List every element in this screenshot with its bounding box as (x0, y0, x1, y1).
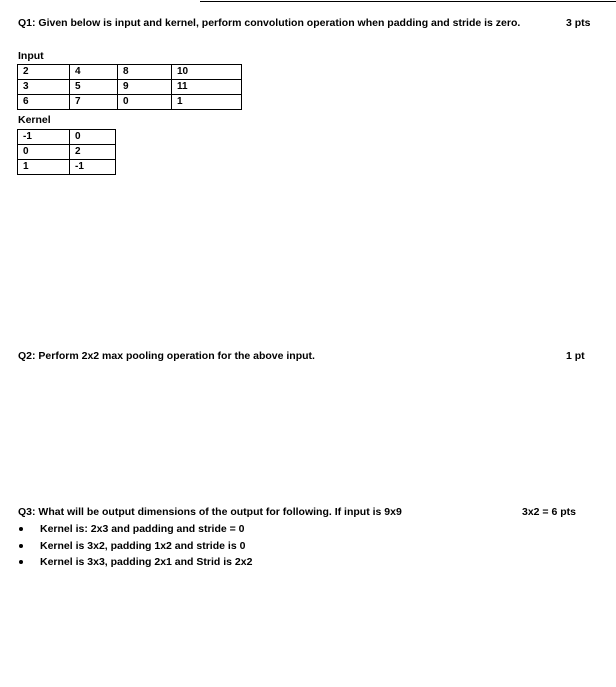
input-cell: 3 (18, 80, 70, 95)
kernel-cell: 0 (18, 145, 70, 160)
bullet-icon (19, 560, 23, 564)
kernel-cell: -1 (70, 160, 116, 175)
kernel-cell: 2 (70, 145, 116, 160)
q3-list (18, 521, 252, 571)
bullet-icon (19, 544, 23, 548)
input-cell: 10 (172, 65, 242, 80)
kernel-cell: 1 (18, 160, 70, 175)
table-row (18, 95, 242, 110)
input-cell: 8 (118, 65, 172, 80)
input-cell: 5 (70, 80, 118, 95)
kernel-cell: 0 (70, 130, 116, 145)
input-table (17, 64, 242, 110)
list-item-text: Kernel is 3x3, padding 2x1 and Strid is 2x2 (40, 556, 253, 569)
top-rule (200, 1, 616, 2)
input-cell: 11 (172, 80, 242, 95)
kernel-table (17, 129, 116, 175)
list-item (18, 538, 252, 555)
q1-points: 3 pts (566, 17, 591, 29)
q3-text: Q3: What will be output dimensions of the output for following. If input is 9x9 (18, 506, 402, 518)
table-row (18, 145, 116, 160)
kernel-cell: -1 (18, 130, 70, 145)
bullet-icon (19, 527, 23, 531)
kernel-label: Kernel (18, 114, 51, 126)
list-item-text: Kernel is: 2x3 and padding and stride = 0 (40, 523, 245, 536)
list-item (18, 554, 252, 571)
input-cell: 9 (118, 80, 172, 95)
input-cell: 0 (118, 95, 172, 110)
input-cell: 2 (18, 65, 70, 80)
list-item-text: Kernel is 3x2, padding 1x2 and stride is 0 (40, 539, 246, 552)
q3-points: 3x2 = 6 pts (522, 506, 576, 518)
q2-points: 1 pt (566, 350, 585, 362)
input-label: Input (18, 50, 44, 62)
table-row (18, 130, 116, 145)
q2-text: Q2: Perform 2x2 max pooling operation for the above input. (18, 350, 315, 362)
input-cell: 1 (172, 95, 242, 110)
q1-text: Q1: Given below is input and kernel, perform convolution operation when padding and stride is zero. (18, 17, 521, 29)
input-cell: 6 (18, 95, 70, 110)
input-cell: 7 (70, 95, 118, 110)
table-row (18, 160, 116, 175)
list-item (18, 521, 252, 538)
input-cell: 4 (70, 65, 118, 80)
table-row (18, 65, 242, 80)
table-row (18, 80, 242, 95)
